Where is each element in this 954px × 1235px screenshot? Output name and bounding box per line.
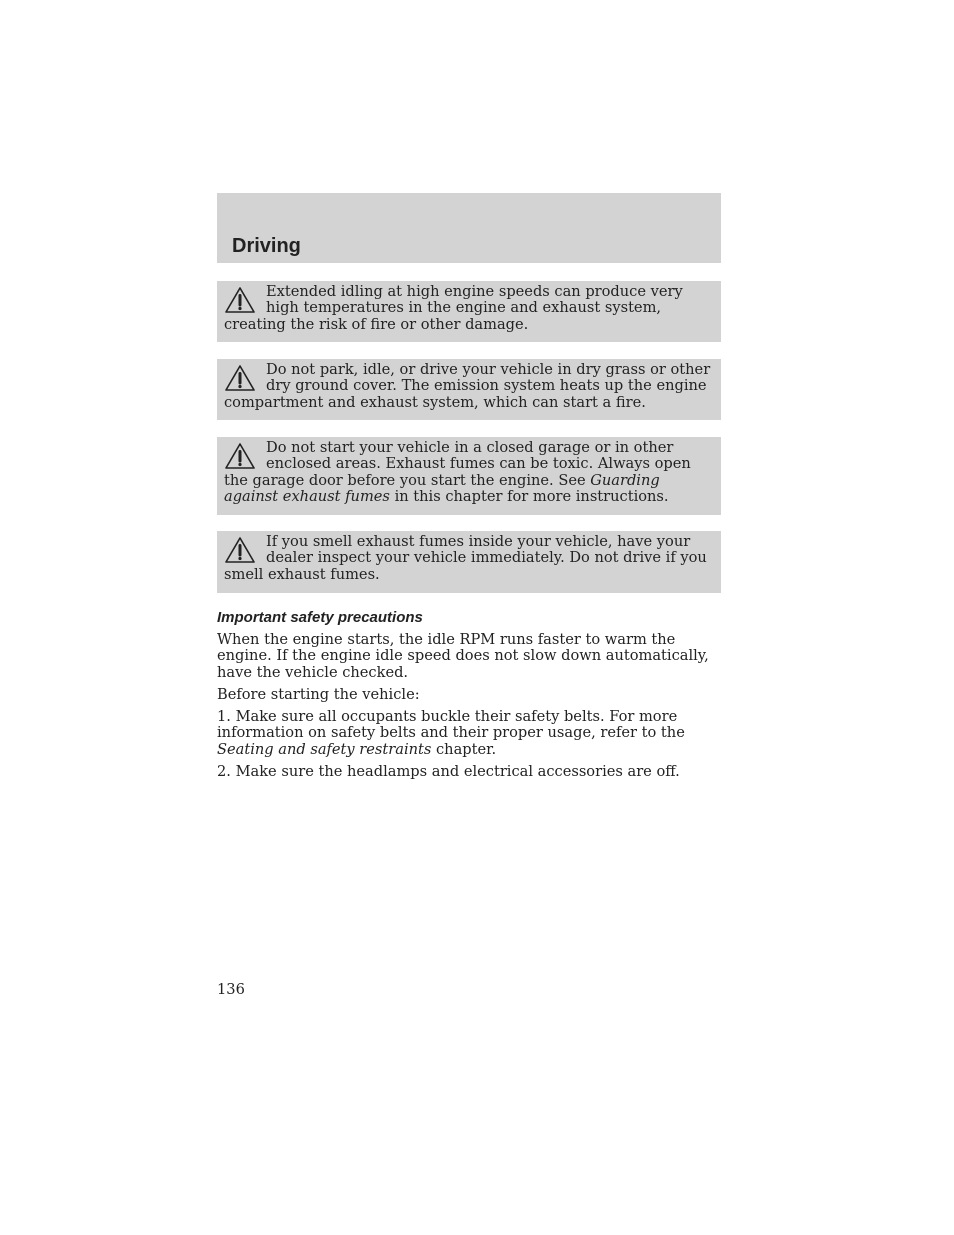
step-1-text-end: chapter. <box>431 740 497 758</box>
warning-box-dry-grass <box>217 359 721 420</box>
section-header-band <box>217 193 721 263</box>
warning-box-exhaust-smell <box>217 531 721 593</box>
cross-reference-exhaust-fumes: Guarding against exhaust fumes <box>224 471 660 506</box>
subheading: Important safety precautions <box>217 609 423 626</box>
warning-triangle-icon <box>224 536 256 564</box>
warning-text: Extended idling at high engine speeds can produce very high temperatures in the engine and exhaust system, creating the risk of fire or other damage. <box>224 283 683 333</box>
warning-triangle-icon <box>224 286 256 314</box>
step-2: 2. Make sure the headlamps and electrical accessories are off. <box>217 763 680 780</box>
warning-text: If you smell exhaust fumes inside your vehicle, have your dealer inspect your vehicle immediately. Do not drive if you smell exhaust fumes. <box>224 533 707 583</box>
warning-box-closed-garage <box>217 437 721 515</box>
warning-triangle-icon <box>224 364 256 392</box>
page-number: 136 <box>217 981 245 998</box>
paragraph-idle-rpm: When the engine starts, the idle RPM runs faster to warm the engine. If the engine idle speed does not slow down automatically, have the vehicle checked. <box>217 631 709 681</box>
warning-text <box>224 440 714 506</box>
paragraph-before-starting: Before starting the vehicle: <box>217 686 420 703</box>
warning-text-part: in this chapter for more instructions. <box>389 488 669 506</box>
warning-triangle-icon <box>224 442 256 470</box>
cross-reference-seating: Seating and safety restraints <box>217 740 432 758</box>
step-1 <box>217 709 727 758</box>
warning-box-idling <box>217 281 721 342</box>
section-title: Driving <box>232 235 301 257</box>
warning-text-part: Do not start your vehicle in a closed garage or in other enclosed areas. Exhaust fumes can be toxic. Always open the garage door before you start the engine. See <box>224 439 691 489</box>
warning-text: Do not park, idle, or drive your vehicle in dry grass or other dry ground cover. The emission system heats up the engine compartment and exhaust system, which can start a fire. <box>224 361 711 411</box>
step-1-text: 1. Make sure all occupants buckle their safety belts. For more information on safety belts and their proper usage, refer to the <box>217 708 685 742</box>
